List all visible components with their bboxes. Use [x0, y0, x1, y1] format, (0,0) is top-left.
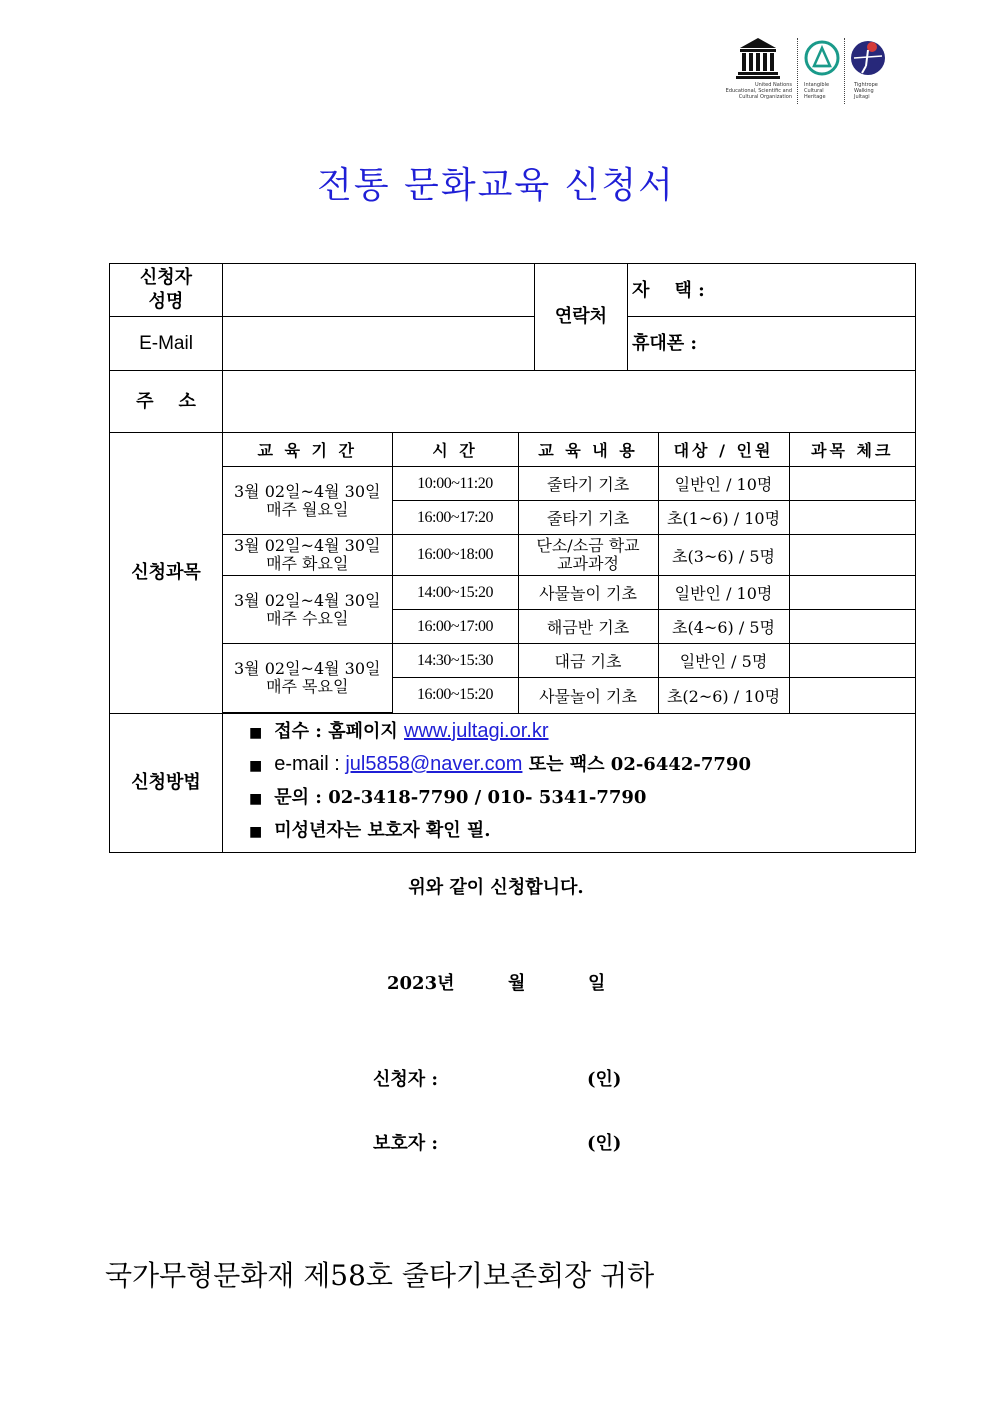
square-bullet-icon: ■: [249, 758, 263, 774]
date-month: 월: [508, 973, 526, 994]
header-target: 대상 / 인원: [658, 433, 789, 467]
table-row-time: 10:00~11:20: [392, 467, 518, 501]
ich-caption: Intangible Cultural Heritage: [804, 82, 830, 100]
mobile-label: 휴대폰 :: [632, 333, 698, 354]
table-row-target: 초(3~6) / 5명: [658, 535, 789, 576]
applicant-seal: (인): [587, 1069, 622, 1090]
confirm-text: 위와 같이 신청합니다.: [408, 877, 584, 898]
table-row-content: 줄타기 기초: [518, 501, 658, 535]
homepage-link[interactable]: www.jultagi.or.kr: [404, 720, 549, 742]
table-row-content: 사물놀이 기초: [518, 576, 658, 610]
applicant-name-field[interactable]: [223, 264, 535, 317]
square-bullet-icon: ■: [249, 824, 263, 840]
home-phone-field[interactable]: [628, 264, 916, 317]
header-content: 교 육 내 용: [518, 433, 658, 467]
table-row-target: 일반인 / 10명: [658, 467, 789, 501]
square-bullet-icon: ■: [249, 791, 263, 807]
table-row-target: 일반인 / 10명: [658, 576, 789, 610]
applicant-name-label: 신청자 성명: [110, 264, 223, 317]
email-link[interactable]: jul5858@naver.com: [345, 753, 523, 775]
address-label: 주 소: [110, 371, 223, 433]
tightrope-caption: Tightrope Walking Jultagi: [854, 82, 878, 100]
courses-label: 신청과목: [110, 433, 223, 714]
period-wednesday: 3월 02일~4월 30일 매주 수요일: [223, 576, 392, 644]
method-list: [223, 714, 916, 853]
square-bullet-icon: ■: [249, 725, 263, 741]
table-row-time: 14:00~15:20: [392, 576, 518, 610]
table-row-target: 초(1~6) / 10명: [658, 501, 789, 535]
method-email: ■ e-mail : jul5858@naver.com 또는 팩스 02-6442-7790: [249, 753, 751, 775]
page-title: 전통 문화교육 신청서: [317, 165, 675, 206]
period-tuesday: 3월 02일~4월 30일 매주 화요일: [223, 535, 392, 576]
logo-group: [720, 36, 890, 108]
contact-label: 연락처: [535, 264, 628, 371]
table-row-time: 14:30~15:30: [392, 644, 518, 678]
guardian-seal: (인): [587, 1133, 622, 1154]
course-check-cell[interactable]: [789, 678, 915, 713]
address-field[interactable]: [223, 371, 916, 433]
table-row-target: 초(2~6) / 10명: [658, 678, 789, 713]
table-row-time: 16:00~17:00: [392, 610, 518, 644]
home-phone-label: 자 택 :: [632, 280, 705, 301]
table-row-content: 줄타기 기초: [518, 467, 658, 501]
method-label: 신청방법: [110, 714, 223, 853]
header-time: 시 간: [392, 433, 518, 467]
table-row-content: 사물놀이 기초: [518, 678, 658, 713]
course-table: [223, 433, 915, 713]
method-homepage: ■ 접수 : 홈페이지 www.jultagi.or.kr: [249, 720, 549, 742]
header-check: 과목 체크: [789, 433, 915, 467]
table-row-content: 단소/소금 학교 교과과정: [518, 535, 658, 576]
course-check-cell[interactable]: [789, 610, 915, 644]
method-minor-note: ■ 미성년자는 보호자 확인 필.: [249, 820, 491, 841]
email-field[interactable]: [223, 317, 535, 371]
guardian-sign-label: 보호자 :: [373, 1133, 439, 1154]
table-row-time: 16:00~17:20: [392, 501, 518, 535]
application-form: [109, 263, 916, 853]
table-row-target: 일반인 / 5명: [658, 644, 789, 678]
course-check-cell[interactable]: [789, 576, 915, 610]
period-thursday: 3월 02일~4월 30일 매주 목요일: [223, 644, 392, 713]
table-row-time: 16:00~18:00: [392, 535, 518, 576]
mobile-field[interactable]: [628, 317, 916, 371]
course-check-cell[interactable]: [789, 644, 915, 678]
table-row-content: 해금반 기초: [518, 610, 658, 644]
table-row-time: 16:00~15:20: [392, 678, 518, 713]
table-row-target: 초(4~6) / 5명: [658, 610, 789, 644]
date-day: 일: [588, 973, 606, 994]
course-check-cell[interactable]: [789, 501, 915, 535]
period-monday: 3월 02일~4월 30일 매주 월요일: [223, 467, 392, 535]
table-row-content: 대금 기초: [518, 644, 658, 678]
header-period: 교 육 기 간: [223, 433, 392, 467]
method-inquiry: ■ 문의 : 02-3418-7790 / 010- 5341-7790: [249, 787, 647, 808]
course-check-cell[interactable]: [789, 467, 915, 501]
unesco-caption: United Nations Educational, Scientific and Cultural Organization: [725, 82, 792, 100]
date-year: 2023년: [387, 973, 455, 994]
addressee: 국가무형문화재 제58호 줄타기보존회장 귀하: [105, 1259, 655, 1292]
applicant-sign-label: 신청자 :: [373, 1069, 439, 1090]
course-check-cell[interactable]: [789, 535, 915, 576]
email-label: E-Mail: [110, 317, 223, 371]
